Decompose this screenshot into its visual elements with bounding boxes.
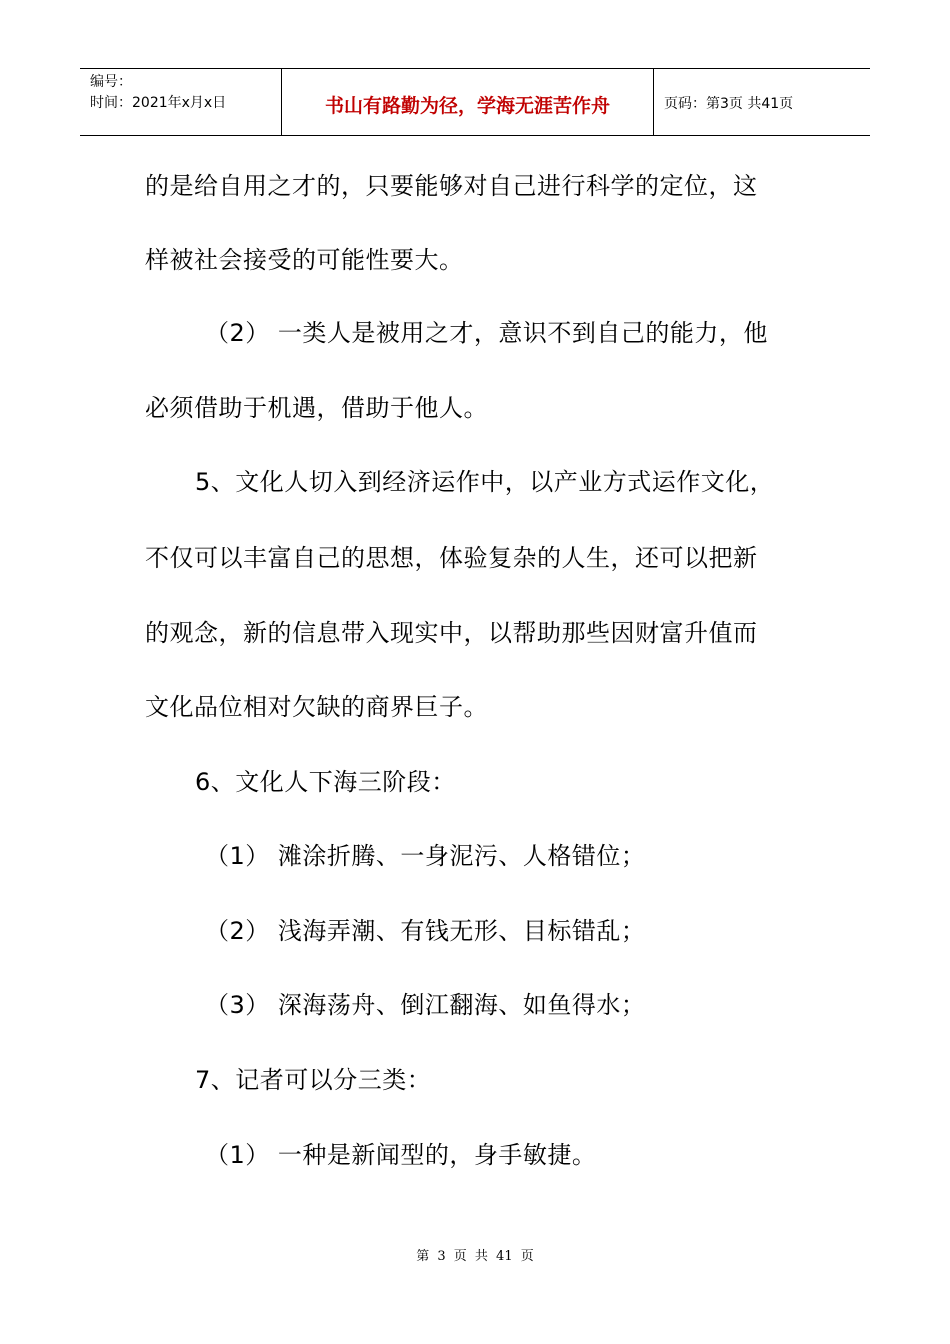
- text-line: （1） 滩涂折腾、一身泥污、人格错位；: [205, 842, 646, 870]
- header-motto: 书山有路勤为径，学海无涯苦作舟: [282, 69, 654, 135]
- page-footer: 第 3 页 共 41 页: [416, 1249, 534, 1264]
- text-line: 5、文化人切入到经济运作中，以产业方式运作文化，: [195, 468, 775, 496]
- time-label: 时间：2021年x月x日: [90, 95, 227, 111]
- number-label: 编号：: [90, 74, 132, 90]
- text-line: 6、文化人下海三阶段：: [195, 768, 456, 796]
- text-line: 必须借助于机遇，借助于他人。: [145, 394, 488, 422]
- text-line: （2） 一类人是被用之才，意识不到自己的能力，他: [205, 319, 768, 347]
- text-line: 7、记者可以分三类：: [195, 1066, 432, 1094]
- text-line: （3） 深海荡舟、倒江翻海、如鱼得水；: [205, 991, 646, 1019]
- text-line: （1） 一种是新闻型的，身手敏捷。: [205, 1141, 597, 1169]
- text-line: 样被社会接受的可能性要大。: [145, 246, 464, 274]
- text-line: 不仅可以丰富自己的思想，体验复杂的人生，还可以把新: [145, 544, 758, 572]
- text-line: 的观念，新的信息带入现实中，以帮助那些因财富升值而: [145, 619, 758, 647]
- header-page-info: 页码：第3页 共41页: [664, 96, 794, 112]
- text-line: （2） 浅海弄潮、有钱无形、目标错乱；: [205, 917, 646, 945]
- text-line: 文化品位相对欠缺的商界巨子。: [145, 693, 488, 721]
- text-line: 的是给自用之才的，只要能够对自己进行科学的定位，这: [145, 172, 758, 200]
